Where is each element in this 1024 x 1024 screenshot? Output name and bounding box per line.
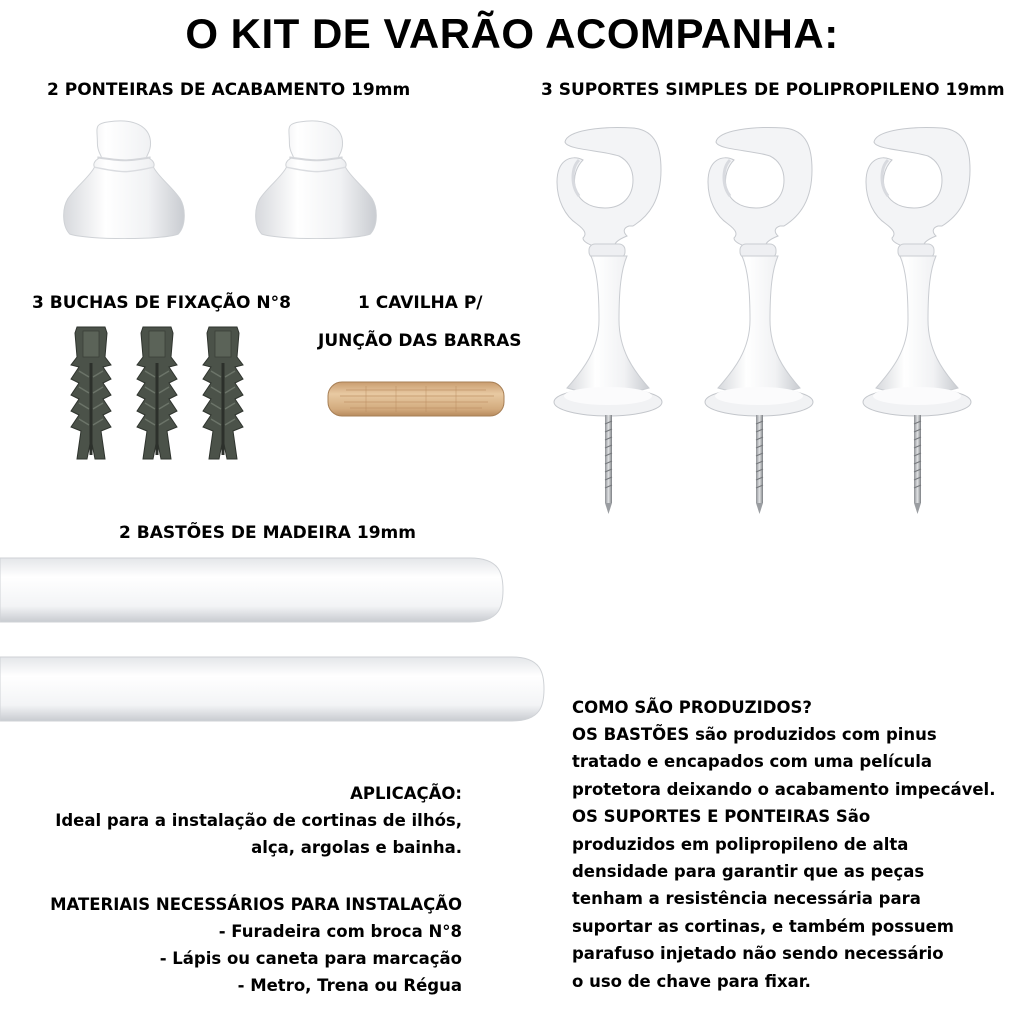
production-line: densidade para garantir que as peças xyxy=(572,862,925,882)
anchors-caption: 3 BUCHAS DE FIXAÇÃO N°8 xyxy=(32,293,291,313)
materials-heading: MATERIAIS NECESSÁRIOS PARA INSTALAÇÃO xyxy=(50,895,462,914)
end-cap-icon xyxy=(60,115,186,243)
production-line: OS BASTÕES são produzidos com pinus xyxy=(572,725,937,744)
supports-caption: 3 SUPORTES SIMPLES DE POLIPROPILENO 19mm xyxy=(541,80,1005,100)
production-text xyxy=(572,721,1012,995)
curtain-rod-icon xyxy=(0,556,505,624)
wall-anchor-icon xyxy=(136,326,178,460)
application-line: alça, argolas e bainha. xyxy=(251,838,462,857)
support-bracket-icon xyxy=(704,115,816,525)
production-line: tratado e encapados com uma película xyxy=(572,752,933,772)
support-bracket-icon xyxy=(553,115,665,525)
application-heading: APLICAÇÃO: xyxy=(350,784,462,803)
dowel-caption-line2: JUNÇÃO DAS BARRAS xyxy=(318,331,522,351)
wall-anchor-icon xyxy=(70,326,112,460)
rods-caption: 2 BASTÕES DE MADEIRA 19mm xyxy=(119,523,416,543)
dowel-caption-line1: 1 CAVILHA P/ xyxy=(358,293,483,313)
page-title: O KIT DE VARÃO ACOMPANHA: xyxy=(185,10,839,57)
end-caps-caption: 2 PONTEIRAS DE ACABAMENTO 19mm xyxy=(47,80,411,100)
materials-item: - Metro, Trena ou Régua xyxy=(237,976,462,995)
curtain-rod-icon xyxy=(0,655,546,723)
materials-item: - Lápis ou caneta para marcação xyxy=(159,949,462,968)
production-line: parafuso injetado não sendo necessário xyxy=(572,944,944,964)
production-line: suportar as cortinas, e também possuem xyxy=(572,916,954,936)
production-line: protetora deixando o acabamento impecável. xyxy=(572,779,996,799)
production-line: produzidos em polipropileno de alta xyxy=(572,834,909,854)
production-heading: COMO SÃO PRODUZIDOS? xyxy=(572,698,812,717)
materials-item: - Furadeira com broca N°8 xyxy=(218,922,462,941)
application-line: Ideal para a instalação de cortinas de ilhós, xyxy=(55,811,462,830)
production-line: o uso de chave para fixar. xyxy=(572,971,811,991)
production-line: OS SUPORTES E PONTEIRAS São xyxy=(572,807,871,827)
end-cap-icon xyxy=(252,115,378,243)
support-bracket-icon xyxy=(862,115,974,525)
wooden-dowel-icon xyxy=(326,380,506,418)
wall-anchor-icon xyxy=(202,326,244,460)
production-line: tenham a resistência necessária para xyxy=(572,889,921,909)
